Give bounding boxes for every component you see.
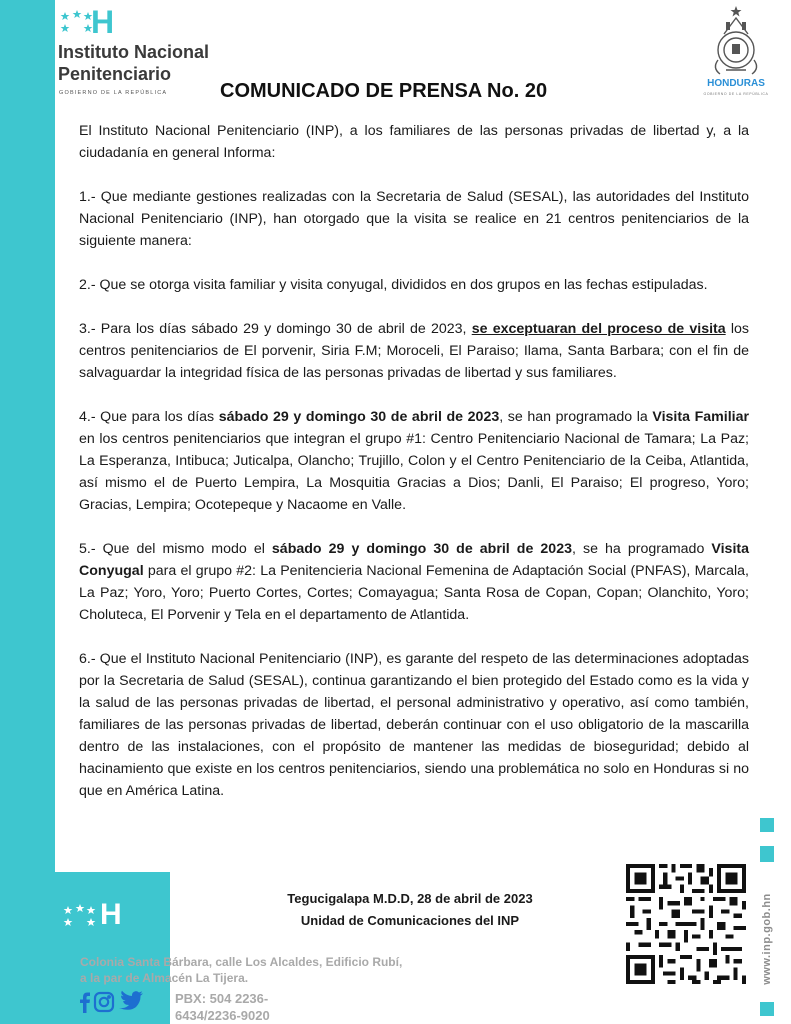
p5-dates: sábado 29 y domingo 30 de abril de 2023 <box>271 541 572 557</box>
footer-stars-icon <box>62 904 98 930</box>
footer-pbx: PBX: 504 2236-6434/2236-9020 <box>175 991 270 1023</box>
paragraph-5 <box>79 538 749 626</box>
honduras-emblem <box>696 4 776 100</box>
paragraph-1: 1.- Que mediante gestiones realizadas con la Secretaria de Salud (SESAL), las autoridades del Instituto Nacional Penitenciario (INP), han otorgado que la visita se realice en 21 centros penitenciarios de la siguiente manera: <box>79 189 749 249</box>
issuing-unit: Unidad de Comunicaciones del INP <box>300 913 520 928</box>
paragraph-2: 2.- Que se otorga visita familiar y visita conyugal, divididos en dos grupos en las fechas estipuladas. <box>79 277 708 293</box>
decor-square-1 <box>760 818 774 832</box>
page-title: COMUNICADO DE PRENSA No. 20 <box>220 80 548 102</box>
p4-visit-type: Visita Familiar <box>652 409 749 425</box>
p4-text-e: en los centros penitenciarios que integran el grupo #1: Centro Penitenciario Nacional de Tamara; La Paz; La Esperanza, Intibuca; Juticalpa, Olancho; Trujillo, Colon y el Centro Penitenciario de la Ceiba, Atlantida, así mismo el de Puerto Lempira, La Mosquitia Gracias a Dios; Danli, El Paraiso; El progreso, Yoro; Gracias, Lempira; Ocotepeque y Nacaome en Valle. <box>79 431 749 513</box>
decor-square-3 <box>760 1002 774 1016</box>
signature-block <box>240 888 580 932</box>
decor-square-2 <box>760 846 774 862</box>
p4-text-a: 4.- Que para los días <box>79 409 219 425</box>
paragraph-6: 6.- Que el Instituto Nacional Penitenciario (INP), es garante del respeto de las determinaciones adoptadas por la Secretaria de Salud (SESAL), continua garantizando el bien protegido del Estado como es la vida y la salud de las personas privadas de libertad, el personal administrativo y operativo, así como también, familiares de las personas privadas de libertad, deberán continuar con el uso obligatorio de la mascarilla dentro de las instalaciones, con el propósito de mantener las medidas de bioseguridad; debido al hacinamiento que existe en los centros penitenciarios, siendo una problemática no solo en Honduras si no que en América Latina. <box>79 651 749 799</box>
org-name-line2: Penitenciario <box>58 64 172 84</box>
footer-logo <box>62 898 132 934</box>
footer-address: Colonia Santa Bárbara, calle Los Alcaldes, Edificio Rubí, a la par de Almacén La Tijera. <box>80 955 403 985</box>
p5-visit-type: Visita Conyugal <box>79 541 750 579</box>
intro-paragraph: El Instituto Nacional Penitenciario (INP), a los familiares de las personas privadas de libertad y, a la ciudadanía en general Informa: <box>79 123 749 161</box>
stars-icon <box>59 10 95 36</box>
place-date: Tegucigalapa M.D.D, 28 de abril de 2023 <box>287 891 533 906</box>
emblem-subtitle: GOBIERNO DE LA REPÚBLICA <box>703 92 769 96</box>
logo-h-mark: H <box>91 4 115 40</box>
qr-code[interactable] <box>626 864 746 984</box>
p3-text-c: los centros penitenciarios de El porvenir, Siria F.M; Moroceli, El Paraiso; Ilama, Santa Barbara; con el fin de salvaguardar la integridad física de las personas privadas de libertad y sus familiares. <box>79 321 750 381</box>
p5-text-c: , se ha programado <box>571 541 712 557</box>
website-text: www.inp.gob.hn <box>761 893 773 985</box>
p5-text-e: para el grupo #2: La Penitencieria Nacional Femenina de Adaptación Social (PNFAS), Marcala, La Paz; Yoro, Yoro; Puerto Cortes, Cortes; Comayagua; Santa Rosa de Copan, Copan; Olanchito, Yoro; Choluteca, El Porvenir y Tela en el departamento de Atlantida. <box>79 563 749 623</box>
p4-text-c: , se han programado la <box>499 409 653 425</box>
left-accent-band <box>0 0 55 872</box>
p3-emphasis: se exceptuaran del proceso de visita <box>471 321 726 337</box>
social-links <box>75 990 145 1014</box>
gov-line: GOBIERNO DE LA REPÚBLICA <box>59 90 168 96</box>
website-vertical[interactable] <box>760 884 774 994</box>
p4-dates: sábado 29 y domingo 30 de abril de 2023 <box>218 409 500 425</box>
press-release-body <box>79 120 749 824</box>
paragraph-4 <box>79 406 749 516</box>
org-name-line1: Instituto Nacional <box>58 42 210 62</box>
p5-text-a: 5.- Que del mismo modo el <box>79 541 272 557</box>
instagram-icon[interactable] <box>95 993 113 1011</box>
inp-logo <box>55 6 235 96</box>
twitter-icon[interactable] <box>119 991 143 1010</box>
paragraph-3 <box>79 318 749 384</box>
facebook-icon[interactable] <box>80 993 90 1014</box>
footer-h-mark: H <box>100 898 122 931</box>
emblem-country: HONDURAS <box>707 78 765 89</box>
coat-of-arms-icon <box>696 4 776 78</box>
p3-text-a: 3.- Para los días sábado 29 y domingo 30 de abril de 2023, <box>79 321 472 337</box>
